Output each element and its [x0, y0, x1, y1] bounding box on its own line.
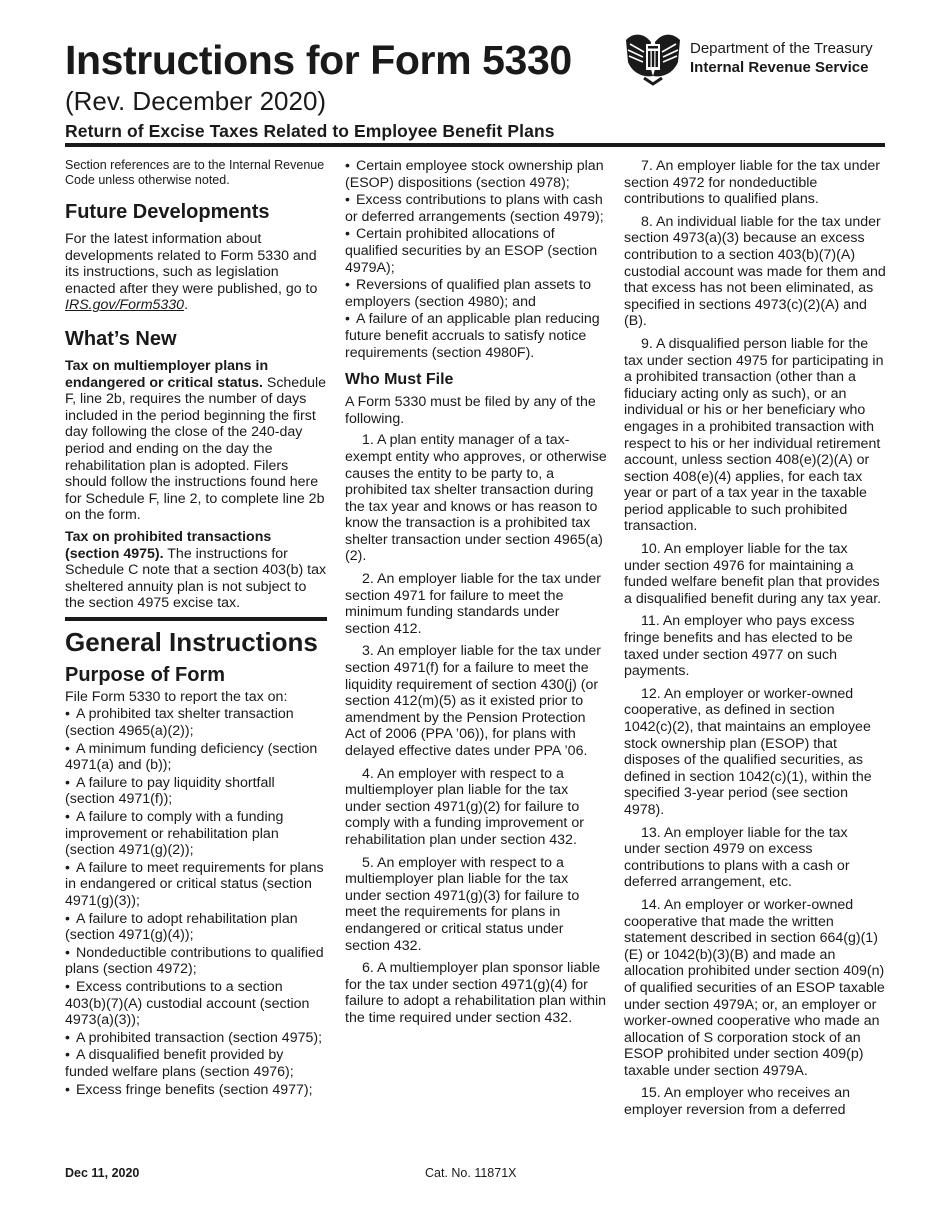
list-item: 7. An employer liable for the tax under section 4972 for nondeductible contributions to qualified plans.	[624, 158, 880, 208]
irs-eagle-logo-icon	[622, 30, 684, 86]
purpose-list-continued	[345, 158, 607, 361]
list-item: 2. An employer liable for the tax under section 4971 for failure to meet the minimum funding standards under section 412.	[345, 571, 601, 637]
list-item: • A prohibited transaction (section 4975);	[65, 1030, 327, 1047]
who-must-file-intro: A Form 5330 must be filed by any of the following.	[345, 394, 596, 427]
purpose-of-form-heading: Purpose of Form	[65, 663, 226, 686]
whats-new-item-1: Tax on multiemployer plans in endangered or critical status. Schedule F, line 2b, requires the number of days included in the period beginning the first day following the close of the 240-day period and ending on the day the rehabilitation plan is adopted. Filers should follow the instructions found here for Schedule F, line 2, to complete line 2b on the form.	[65, 357, 327, 524]
column-2	[345, 158, 607, 1033]
column-3	[624, 158, 886, 1125]
future-developments-text: For the latest information about developments related to Form 5330 and its instructions, such as legislation enacted after they were published, go to IRS.gov/Form5330.	[65, 231, 318, 314]
list-item: • Reversions of qualified plan assets to employers (section 4980); and	[345, 277, 607, 310]
whats-new-item-2: Tax on prohibited transactions (section 4975). The instructions for Schedule C note that a section 403(b) tax sheltered annuity plan is not subject to the section 4975 excise tax.	[65, 528, 327, 612]
list-item: • Excess contributions to plans with cash or deferred arrangements (section 4979);	[345, 192, 607, 225]
list-item: 8. An individual liable for the tax under section 4973(a)(3) because an excess contribution to a section 403(b)(7)(A) custodial account was made for them and that excess has not been eliminated, as specified in sections 4973(c)(2)(A) and (B).	[624, 213, 886, 330]
header-rule	[65, 143, 885, 147]
agency-line-1: Department of the Treasury	[690, 40, 873, 57]
footer-date: Dec 11, 2020	[65, 1166, 140, 1180]
list-item: • A failure to meet requirements for plans in endangered or critical status (section 4971(g)(3));	[65, 860, 327, 910]
page-subtitle: Return of Excise Taxes Related to Employee Benefit Plans	[65, 121, 555, 141]
who-must-file-heading: Who Must File	[345, 371, 454, 389]
purpose-intro: File Form 5330 to report the tax on:	[65, 688, 288, 705]
purpose-list	[65, 706, 327, 1098]
list-item: • Certain prohibited allocations of qualified securities by an ESOP (section 4979A);	[345, 226, 607, 276]
list-item: 14. An employer or worker-owned cooperative that made the written statement described in section 664(g)(1)(E) or 1042(b)(3)(B) and made an allocation prohibited under section 409(n) of qualified securities of an ESOP taxable under section 4979A; or, an employer or worker-owned cooperative who made an allocation of S corporation stock of an ESOP prohibited under section 409(p) taxable under section 4979A.	[624, 896, 885, 1079]
irs-form5330-link[interactable]: IRS.gov/Form5330	[65, 297, 185, 314]
list-item: • Excess contributions to a section 403(b)(7)(A) custodial account (section 4973(a)(3));	[65, 979, 327, 1029]
list-item: • A minimum funding deficiency (section 4971(a) and (b));	[65, 741, 327, 774]
list-item: • A prohibited tax shelter transaction (section 4965(a)(2));	[65, 706, 327, 739]
list-item: • A failure to comply with a funding improvement or rehabilitation plan (section 4971(g)(2));	[65, 809, 327, 859]
list-item: 6. A multiemployer plan sponsor liable for the tax under section 4971(g)(4) for failure to adopt a rehabilitation plan within the time required under section 432.	[345, 960, 607, 1026]
list-item: • Excess fringe benefits (section 4977);	[65, 1082, 327, 1099]
list-item: • A failure of an applicable plan reducing future benefit accruals to satisfy notice requirements (section 4980F).	[345, 311, 607, 361]
list-item: • A failure to pay liquidity shortfall (section 4971(f));	[65, 775, 327, 808]
list-item: 11. An employer who pays excess fringe benefits and has elected to be taxed under section 4977 on such payments.	[624, 613, 855, 680]
footer-catalog-number: Cat. No. 11871X	[425, 1166, 517, 1180]
general-instructions-heading: General Instructions	[65, 617, 327, 658]
list-item: 5. An employer with respect to a multiemployer plan liable for the tax under section 4971(g)(3) for failure to meet the requirements for plans in endangered or critical status under section 432.	[345, 854, 580, 954]
list-item: 1. A plan entity manager of a tax-exempt entity who approves, or otherwise causes the entity to be party to, a prohibited tax shelter transaction during the tax year and knows or has reason to know the transaction is a prohibited tax shelter transaction under section 4965(a)(2).	[345, 432, 607, 565]
agency-line-2: Internal Revenue Service	[690, 59, 869, 76]
list-item: • A disqualified benefit provided by funded welfare plans (section 4976);	[65, 1047, 327, 1080]
list-item: • Certain employee stock ownership plan (ESOP) dispositions (section 4978);	[345, 158, 607, 191]
future-developments-heading: Future Developments	[65, 201, 270, 223]
list-item: 13. An employer liable for the tax under section 4979 on excess contributions to plans with a cash or deferred arrangement, etc.	[624, 824, 850, 891]
list-item: • Nondeductible contributions to qualified plans (section 4972);	[65, 945, 327, 978]
list-item: 12. An employer or worker-owned cooperative, as defined in section 1042(c)(2), that maintains an employee stock ownership plan (ESOP) that disposes of the qualified securities, as defined in section 1042(c)(1), within the specified 3-year period (see section 4978).	[624, 685, 872, 818]
agency-name	[690, 39, 873, 77]
list-item: • A failure to adopt rehabilitation plan (section 4971(g)(4));	[65, 911, 327, 944]
revision-date: (Rev. December 2020)	[65, 86, 327, 116]
list-item: 9. A disqualified person liable for the tax under section 4975 for participating in a prohibited transaction (other than a fiduciary acting only as such), or an individual or his or her beneficiary who engages in a prohibited transaction with respect to his or her individual retirement account, unless section 408(e)(2)(A) or section 408(e)(4) applies, for each tax year or part of a tax year in the taxable period applicable to such prohibited transaction.	[624, 335, 884, 535]
whats-new-heading: What’s New	[65, 327, 177, 350]
column-1	[65, 158, 327, 1102]
list-item: 4. An employer with respect to a multiemployer plan liable for the tax under section 4971(g)(2) for failure to comply with a funding improvement or rehabilitation plan under section 432.	[345, 765, 584, 848]
list-item: 10. An employer liable for the tax under section 4976 for maintaining a funded welfare benefit plan that provides a disqualified benefit during any tax year.	[624, 541, 882, 607]
list-item: 3. An employer liable for the tax under section 4971(f) for a failure to meet the liquidity requirement of section 430(j) (or section 412(m)(5) as it existed prior to amendment by the Pension Protection Act of 2006 (PPA ’06)), for plans with delayed effective dates under PPA ’06.	[345, 643, 601, 759]
section-note: Section references are to the Internal Revenue Code unless otherwise noted.	[65, 158, 325, 187]
page-title: Instructions for Form 5330	[65, 37, 572, 83]
list-item: 15. An employer who receives an employer reversion from a deferred	[624, 1085, 850, 1119]
